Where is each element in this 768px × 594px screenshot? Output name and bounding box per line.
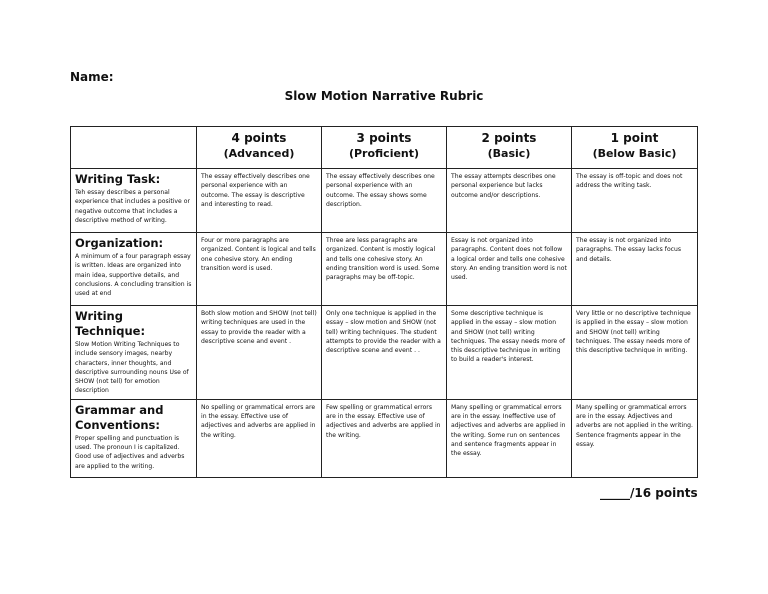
rubric-cell: Three are less paragraphs are organized. Content is mostly logical and tells one cohesive story. An ending transition word is used. Some paragraphs may be off-topic. [322, 233, 447, 306]
column-points: 4 points [231, 131, 287, 145]
criterion-description: Teh essay describes a personal experience that includes a positive or negative outcome that includes a descriptive method of writing. [75, 189, 190, 224]
criterion-name: Grammar and Conventions: [75, 402, 164, 432]
rubric-cell: Both slow motion and SHOW (not tell) writing techniques are used in the essay to provide the reader with a descriptive scene and event . [197, 306, 322, 400]
criterion-cell [71, 306, 197, 400]
column-level: (Advanced) [223, 147, 295, 160]
column-points: 2 points [481, 131, 537, 145]
rubric-cell: The essay is not organized into paragraphs. The essay lacks focus and details. [572, 233, 698, 306]
rubric-table [70, 126, 698, 478]
row-writing-technique [71, 306, 698, 400]
page-title: Slow Motion Narrative Rubric [284, 89, 484, 103]
column-header-4 [197, 127, 322, 169]
name-label: Name: [70, 70, 114, 84]
column-header-1 [572, 127, 698, 169]
rubric-cell: The essay attempts describes one personal experience but lacks outcome and/or descriptions. [447, 169, 572, 233]
criterion-name: Organization: [75, 236, 164, 250]
criterion-name: Writing Technique: [75, 309, 146, 338]
rubric-cell: Many spelling or grammatical errors are in the essay. Adjectives and adverbs are not applied in the writing. Sentence fragments appear in the essay. [572, 399, 698, 477]
rubric-cell: Essay is not organized into paragraphs. Content does not follow a logical order and tells one cohesive story. An ending transition word is not used. [447, 233, 572, 306]
criterion-name: Writing Task: [75, 172, 161, 186]
criterion-cell [71, 169, 197, 233]
criterion-description: A minimum of a four paragraph essay is written. Ideas are organized into main idea, supportive details, and conclusions. A concluding transition is used at end [75, 253, 192, 298]
criterion-cell [71, 399, 197, 477]
total-points: _____/16 points [600, 486, 698, 500]
header-row [71, 127, 698, 169]
criterion-description: Slow Motion Writing Techniques to include sensory images, nearby characters, inner thoughts, and descriptive surrounding nouns Use of SHOW (not tell) for emotion description [75, 341, 189, 395]
column-points: 1 point [610, 131, 659, 145]
rubric-cell: Some descriptive technique is applied in the essay – slow motion and SHOW (not tell) writing techniques. The essay needs more of this descriptive technique in writing to build a reader's interest. [447, 306, 572, 400]
rubric-cell: The essay effectively describes one personal experience with an outcome. The essay shows some description. [322, 169, 447, 233]
criterion-cell [71, 233, 197, 306]
rubric-cell: Four or more paragraphs are organized. Content is logical and tells one cohesive story. An ending transition word is used. [197, 233, 322, 306]
column-level: (Below Basic) [592, 147, 677, 160]
column-level: (Proficient) [348, 147, 420, 160]
rubric-cell: Very little or no descriptive technique is applied in the essay – slow motion and SHOW (not tell) writing techniques. The essay needs more of this descriptive technique in writing. [572, 306, 698, 400]
rubric-cell: Few spelling or grammatical errors are in the essay. Effective use of adjectives and adverbs are applied in the writing. [322, 399, 447, 477]
row-writing-task [71, 169, 698, 233]
rubric-cell: Many spelling or grammatical errors are in the essay. Ineffective use of adjectives and adverbs are applied in the writing. Some run on sentences and sentence fragments appear in the essay. [447, 399, 572, 477]
criterion-description: Proper spelling and punctuation is used. The pronoun I is capitalized. Good use of adjectives and adverbs are applied to the writing. [75, 434, 185, 470]
row-grammar-conventions [71, 399, 698, 477]
rubric-cell: No spelling or grammatical errors are in the essay. Effective use of adjectives and adverbs are applied in the writing. [197, 399, 322, 477]
corner-cell [71, 127, 197, 169]
rubric-cell: The essay effectively describes one personal experience with an outcome. The essay is descriptive and interesting to read. [197, 169, 322, 233]
column-level: (Basic) [487, 147, 531, 160]
column-header-3 [322, 127, 447, 169]
column-header-2 [447, 127, 572, 169]
rubric-cell: The essay is off-topic and does not address the writing task. [572, 169, 698, 233]
row-organization [71, 233, 698, 306]
rubric-cell: Only one technique is applied in the essay – slow motion and SHOW (not tell) writing techniques. The student attempts to provide the reader with a descriptive scene and event . . [322, 306, 447, 400]
column-points: 3 points [356, 131, 412, 145]
